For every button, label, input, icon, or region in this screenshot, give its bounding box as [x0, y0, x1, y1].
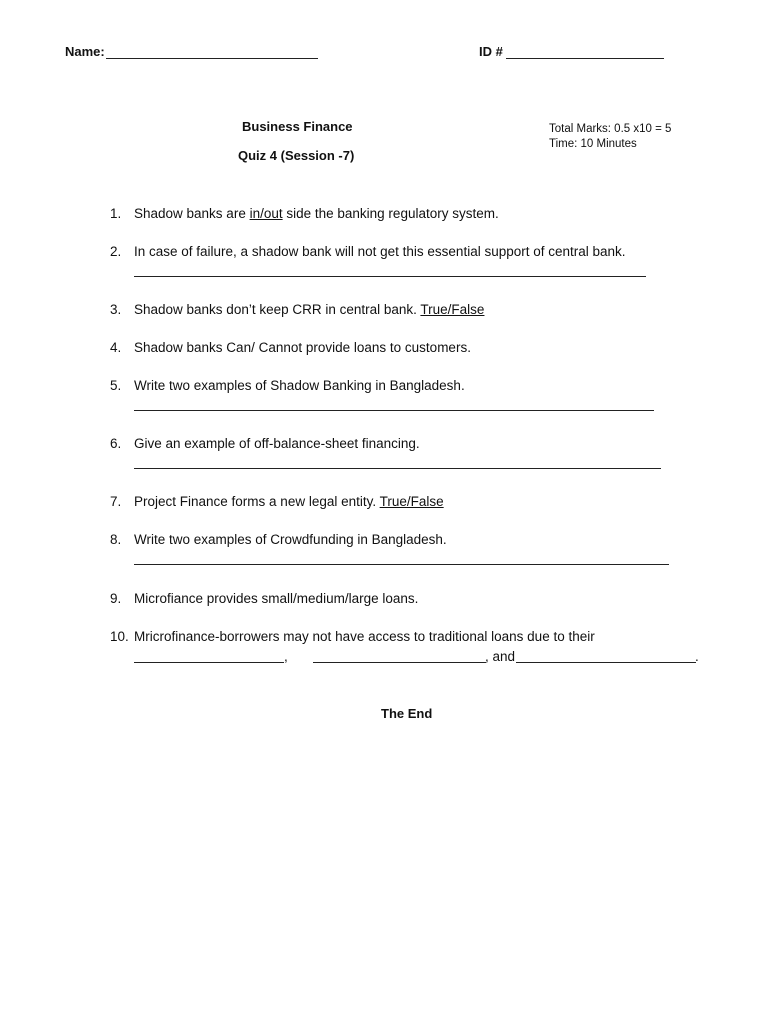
question-number: 3. [110, 302, 122, 317]
answer-choice[interactable]: in/out [249, 206, 283, 221]
answer-line-2[interactable] [134, 276, 646, 277]
quiz-title: Quiz 4 (Session -7) [238, 148, 355, 163]
course-title: Business Finance [242, 119, 353, 134]
question-1: 1. Shadow banks are in/out side the banking regulatory system. [110, 206, 499, 221]
question-4: 4. Shadow banks Can/ Cannot provide loans to customers. [110, 340, 471, 355]
question-10: 10. Mricrofinance-borrowers may not have access to traditional loans due to their [110, 629, 595, 644]
answer-line-8[interactable] [134, 564, 669, 565]
name-blank-line[interactable] [106, 58, 318, 59]
question-number: 5. [110, 378, 122, 393]
question-number: 9. [110, 591, 122, 606]
question-3: 3. Shadow banks don’t keep CRR in central bank. True/False [110, 302, 485, 317]
question-number: 8. [110, 532, 122, 547]
question-number: 4. [110, 340, 122, 355]
the-end: The End [381, 706, 433, 721]
time-limit: Time: 10 Minutes [549, 138, 637, 150]
question-number: 6. [110, 436, 122, 451]
question-number: 7. [110, 494, 122, 509]
answer-line-10c[interactable] [516, 662, 696, 663]
id-blank-line[interactable] [506, 58, 664, 59]
question-number: 2. [110, 244, 122, 259]
answer-line-10a[interactable] [134, 662, 284, 663]
and-separator: , and [485, 649, 516, 664]
period: . [695, 649, 699, 664]
question-8: 8. Write two examples of Crowdfunding in Bangladesh. [110, 532, 447, 547]
question-7: 7. Project Finance forms a new legal entity. True/False [110, 494, 444, 509]
answer-choice[interactable]: True/False [420, 302, 485, 317]
answer-line-5[interactable] [134, 410, 654, 411]
name-label: Name: [65, 44, 105, 59]
comma-separator: , [284, 649, 288, 664]
answer-choice[interactable]: True/False [379, 494, 444, 509]
answer-line-6[interactable] [134, 468, 661, 469]
question-9: 9. Microfiance provides small/medium/large loans. [110, 591, 419, 606]
total-marks: Total Marks: 0.5 x10 = 5 [549, 123, 672, 135]
question-2: 2. In case of failure, a shadow bank will not get this essential support of central bank. [110, 244, 626, 259]
question-5: 5. Write two examples of Shadow Banking in Bangladesh. [110, 378, 465, 393]
id-label: ID # [479, 44, 503, 59]
question-number: 10. [110, 629, 129, 644]
answer-line-10b[interactable] [313, 662, 486, 663]
question-number: 1. [110, 206, 122, 221]
question-6: 6. Give an example of off-balance-sheet financing. [110, 436, 420, 451]
